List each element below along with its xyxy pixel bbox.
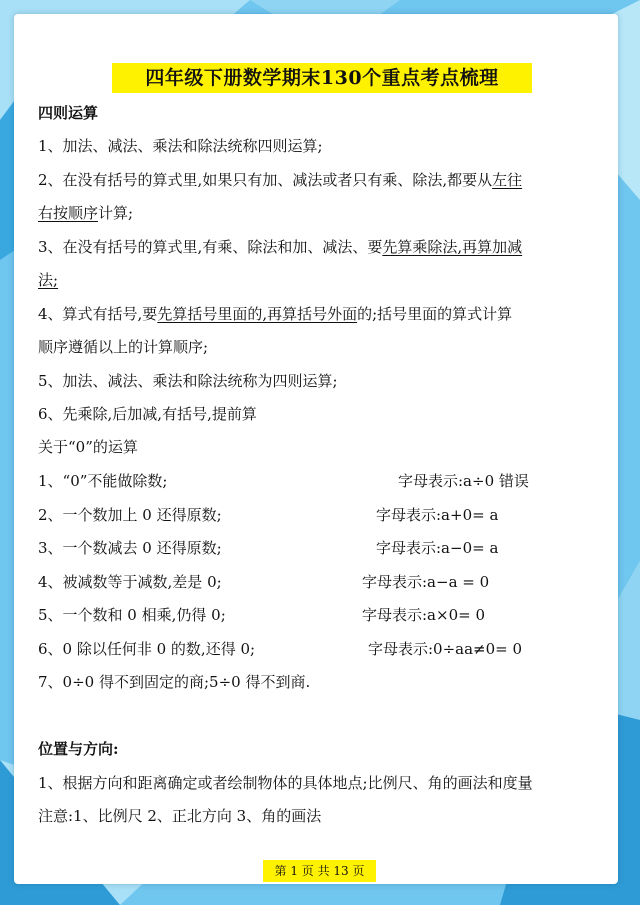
rule-formula: 字母表示:0÷aa≠0= 0	[368, 640, 523, 658]
list-item-continuation: 法;	[38, 271, 59, 289]
list-item: 5、加法、减法、乘法和除法统称为四则运算;	[38, 372, 338, 390]
list-item-continuation: 顺序遵循以上的计算顺序;	[38, 338, 209, 356]
rule-text: 1、“0”不能做除数;	[38, 472, 168, 490]
list-item: 3、在没有括号的算式里,有乘、除法和加、减法、要先算乘除法,再算加减	[38, 238, 523, 256]
list-item-continuation: 右按顺序计算;	[38, 204, 134, 222]
document-title: 四年级下册数学期末130个重点考点梳理	[112, 63, 532, 93]
list-item: 注意:1、比例尺 2、正北方向 3、角的画法	[38, 807, 322, 825]
rule-text: 2、一个数加上 0 还得原数;	[38, 506, 222, 524]
page-number: 第 1 页 共 13 页	[263, 860, 376, 882]
rule-formula: 字母表示:a−a = 0	[362, 573, 490, 591]
rule-text: 5、一个数和 0 相乘,仍得 0;	[38, 606, 226, 624]
section-heading-arithmetic: 四则运算	[38, 104, 99, 122]
list-item: 1、根据方向和距离确定或者绘制物体的具体地点;比例尺、角的画法和度量	[38, 774, 533, 792]
rule-text: 7、0÷0 得不到固定的商;5÷0 得不到商.	[38, 673, 311, 691]
rule-text: 3、一个数减去 0 还得原数;	[38, 539, 222, 557]
list-item: 1、加法、减法、乘法和除法统称四则运算;	[38, 137, 323, 155]
rule-formula: 字母表示:a−0= a	[376, 539, 499, 557]
rule-formula: 字母表示:a+0= a	[376, 506, 499, 524]
list-item: 6、先乘除,后加减,有括号,提前算	[38, 405, 257, 423]
list-item: 4、算式有括号,要先算括号里面的,再算括号外面的;括号里面的算式计算	[38, 305, 513, 323]
section-heading-zero: 关于“0”的运算	[38, 438, 138, 456]
rule-formula: 字母表示:a÷0 错误	[398, 472, 529, 490]
list-item: 2、在没有括号的算式里,如果只有加、减法或者只有乘、除法,都要从左往	[38, 171, 523, 189]
section-heading-position: 位置与方向:	[38, 740, 119, 758]
rule-text: 6、0 除以任何非 0 的数,还得 0;	[38, 640, 256, 658]
rule-formula: 字母表示:a×0= 0	[362, 606, 485, 624]
rule-text: 4、被减数等于减数,差是 0;	[38, 573, 222, 591]
